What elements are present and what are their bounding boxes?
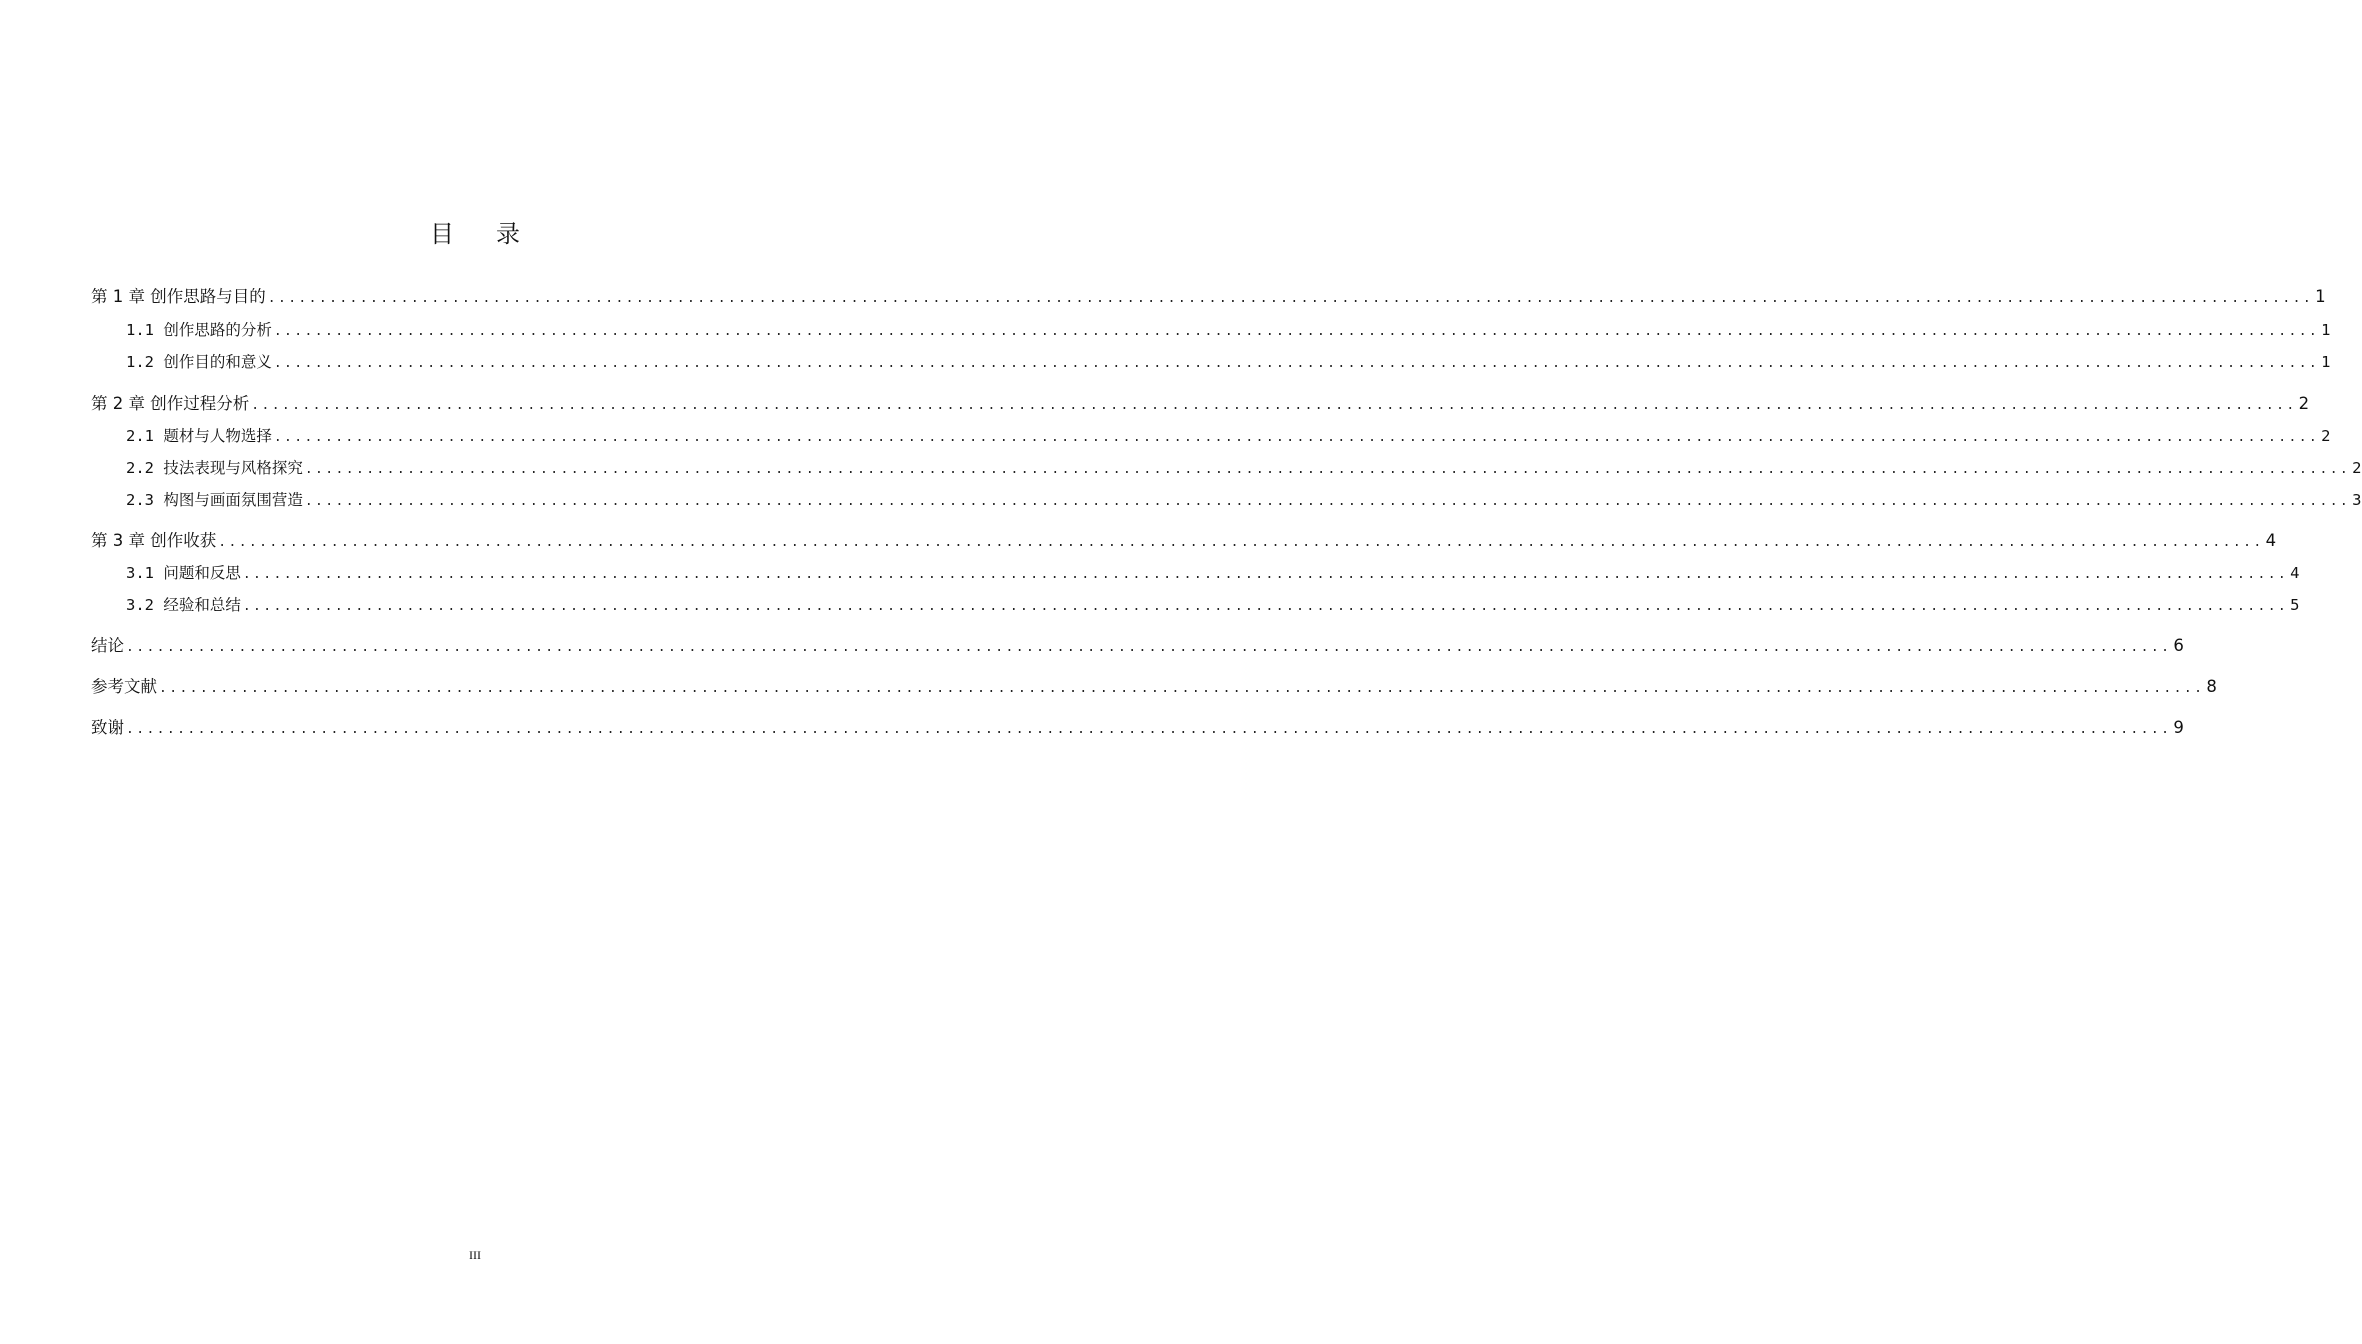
page-number-footer: III: [469, 1248, 481, 1262]
toc-entry-label: 2.1 题材与人物选择: [126, 427, 272, 445]
toc-entry-section-1-1[interactable]: [91, 318, 2331, 342]
toc-entry-section-1-2[interactable]: [91, 350, 2331, 374]
toc-entry-conclusion[interactable]: [91, 634, 2184, 658]
toc-entry-label: 第 3 章 创作收获: [91, 531, 217, 550]
dot-leader: ........................................................................................................................................................................................................: [273, 430, 2320, 445]
toc-entry-label: 致谢: [91, 718, 124, 737]
dot-leader: ........................................................................................................................................................................................................: [267, 291, 2314, 306]
toc-entry-acknowledgements[interactable]: [91, 716, 2184, 740]
toc-entry-page: 9: [2173, 718, 2184, 737]
dot-leader: ........................................................................................................................................................................................................: [159, 681, 2205, 696]
toc-entry-label: 第 2 章 创作过程分析: [91, 394, 250, 413]
toc-entry-label: 结论: [91, 636, 124, 655]
toc-entry-page: 3: [2352, 491, 2362, 509]
toc-entry-label: 1.1 创作思路的分析: [126, 321, 272, 339]
toc-entry-page: 8: [2206, 677, 2217, 696]
toc-entry-chapter-2[interactable]: [91, 392, 2310, 416]
toc-entry-label: 3.1 问题和反思: [126, 564, 241, 582]
toc-title-char-1: 目: [430, 220, 454, 248]
toc-entry-page: 2: [2321, 427, 2331, 445]
dot-leader: ........................................................................................................................................................................................................: [126, 722, 2172, 737]
toc-entry-section-3-2[interactable]: [91, 593, 2300, 617]
toc-entry-label: 2.2 技法表现与风格探究: [126, 459, 303, 477]
toc-entry-page: 2: [2352, 459, 2362, 477]
toc-entry-section-3-1[interactable]: [91, 561, 2300, 585]
toc-entry-section-2-2[interactable]: [91, 456, 2362, 480]
dot-leader: ........................................................................................................................................................................................................: [304, 462, 2351, 477]
dot-leader: ........................................................................................................................................................................................................: [242, 567, 2289, 582]
toc-entry-page: 1: [2321, 353, 2331, 371]
toc-entry-chapter-1[interactable]: [91, 285, 2326, 309]
dot-leader: ........................................................................................................................................................................................................: [273, 356, 2320, 371]
toc-entry-page: 1: [2315, 287, 2326, 306]
dot-leader: ........................................................................................................................................................................................................: [242, 599, 2289, 614]
toc-entry-page: 2: [2298, 394, 2310, 413]
dot-leader: ........................................................................................................................................................................................................: [218, 535, 2264, 550]
toc-entry-label: 参考文献: [91, 677, 157, 696]
toc-entry-page: 6: [2173, 636, 2184, 655]
toc-entry-references[interactable]: [91, 675, 2217, 699]
dot-leader: ........................................................................................................................................................................................................: [304, 494, 2351, 509]
toc-title-char-2: 录: [496, 220, 520, 248]
toc-entry-page: 5: [2290, 596, 2300, 614]
toc-entry-label: 3.2 经验和总结: [126, 596, 241, 614]
dot-leader: ........................................................................................................................................................................................................: [273, 324, 2320, 339]
toc-entry-chapter-3[interactable]: [91, 529, 2277, 553]
toc-entry-label: 1.2 创作目的和意义: [126, 353, 272, 371]
dot-leader: ........................................................................................................................................................................................................: [126, 640, 2172, 655]
toc-title: [0, 214, 950, 249]
toc-entry-page: 4: [2290, 564, 2300, 582]
toc-entry-label: 第 1 章 创作思路与目的: [91, 287, 266, 306]
toc-entry-section-2-1[interactable]: [91, 424, 2331, 448]
toc-entry-label: 2.3 构图与画面氛围营造: [126, 491, 303, 509]
toc-entry-page: 4: [2265, 531, 2277, 550]
dot-leader: ........................................................................................................................................................................................................: [251, 398, 2297, 413]
toc-entry-section-2-3[interactable]: [91, 488, 2362, 512]
toc-entry-page: 1: [2321, 321, 2331, 339]
